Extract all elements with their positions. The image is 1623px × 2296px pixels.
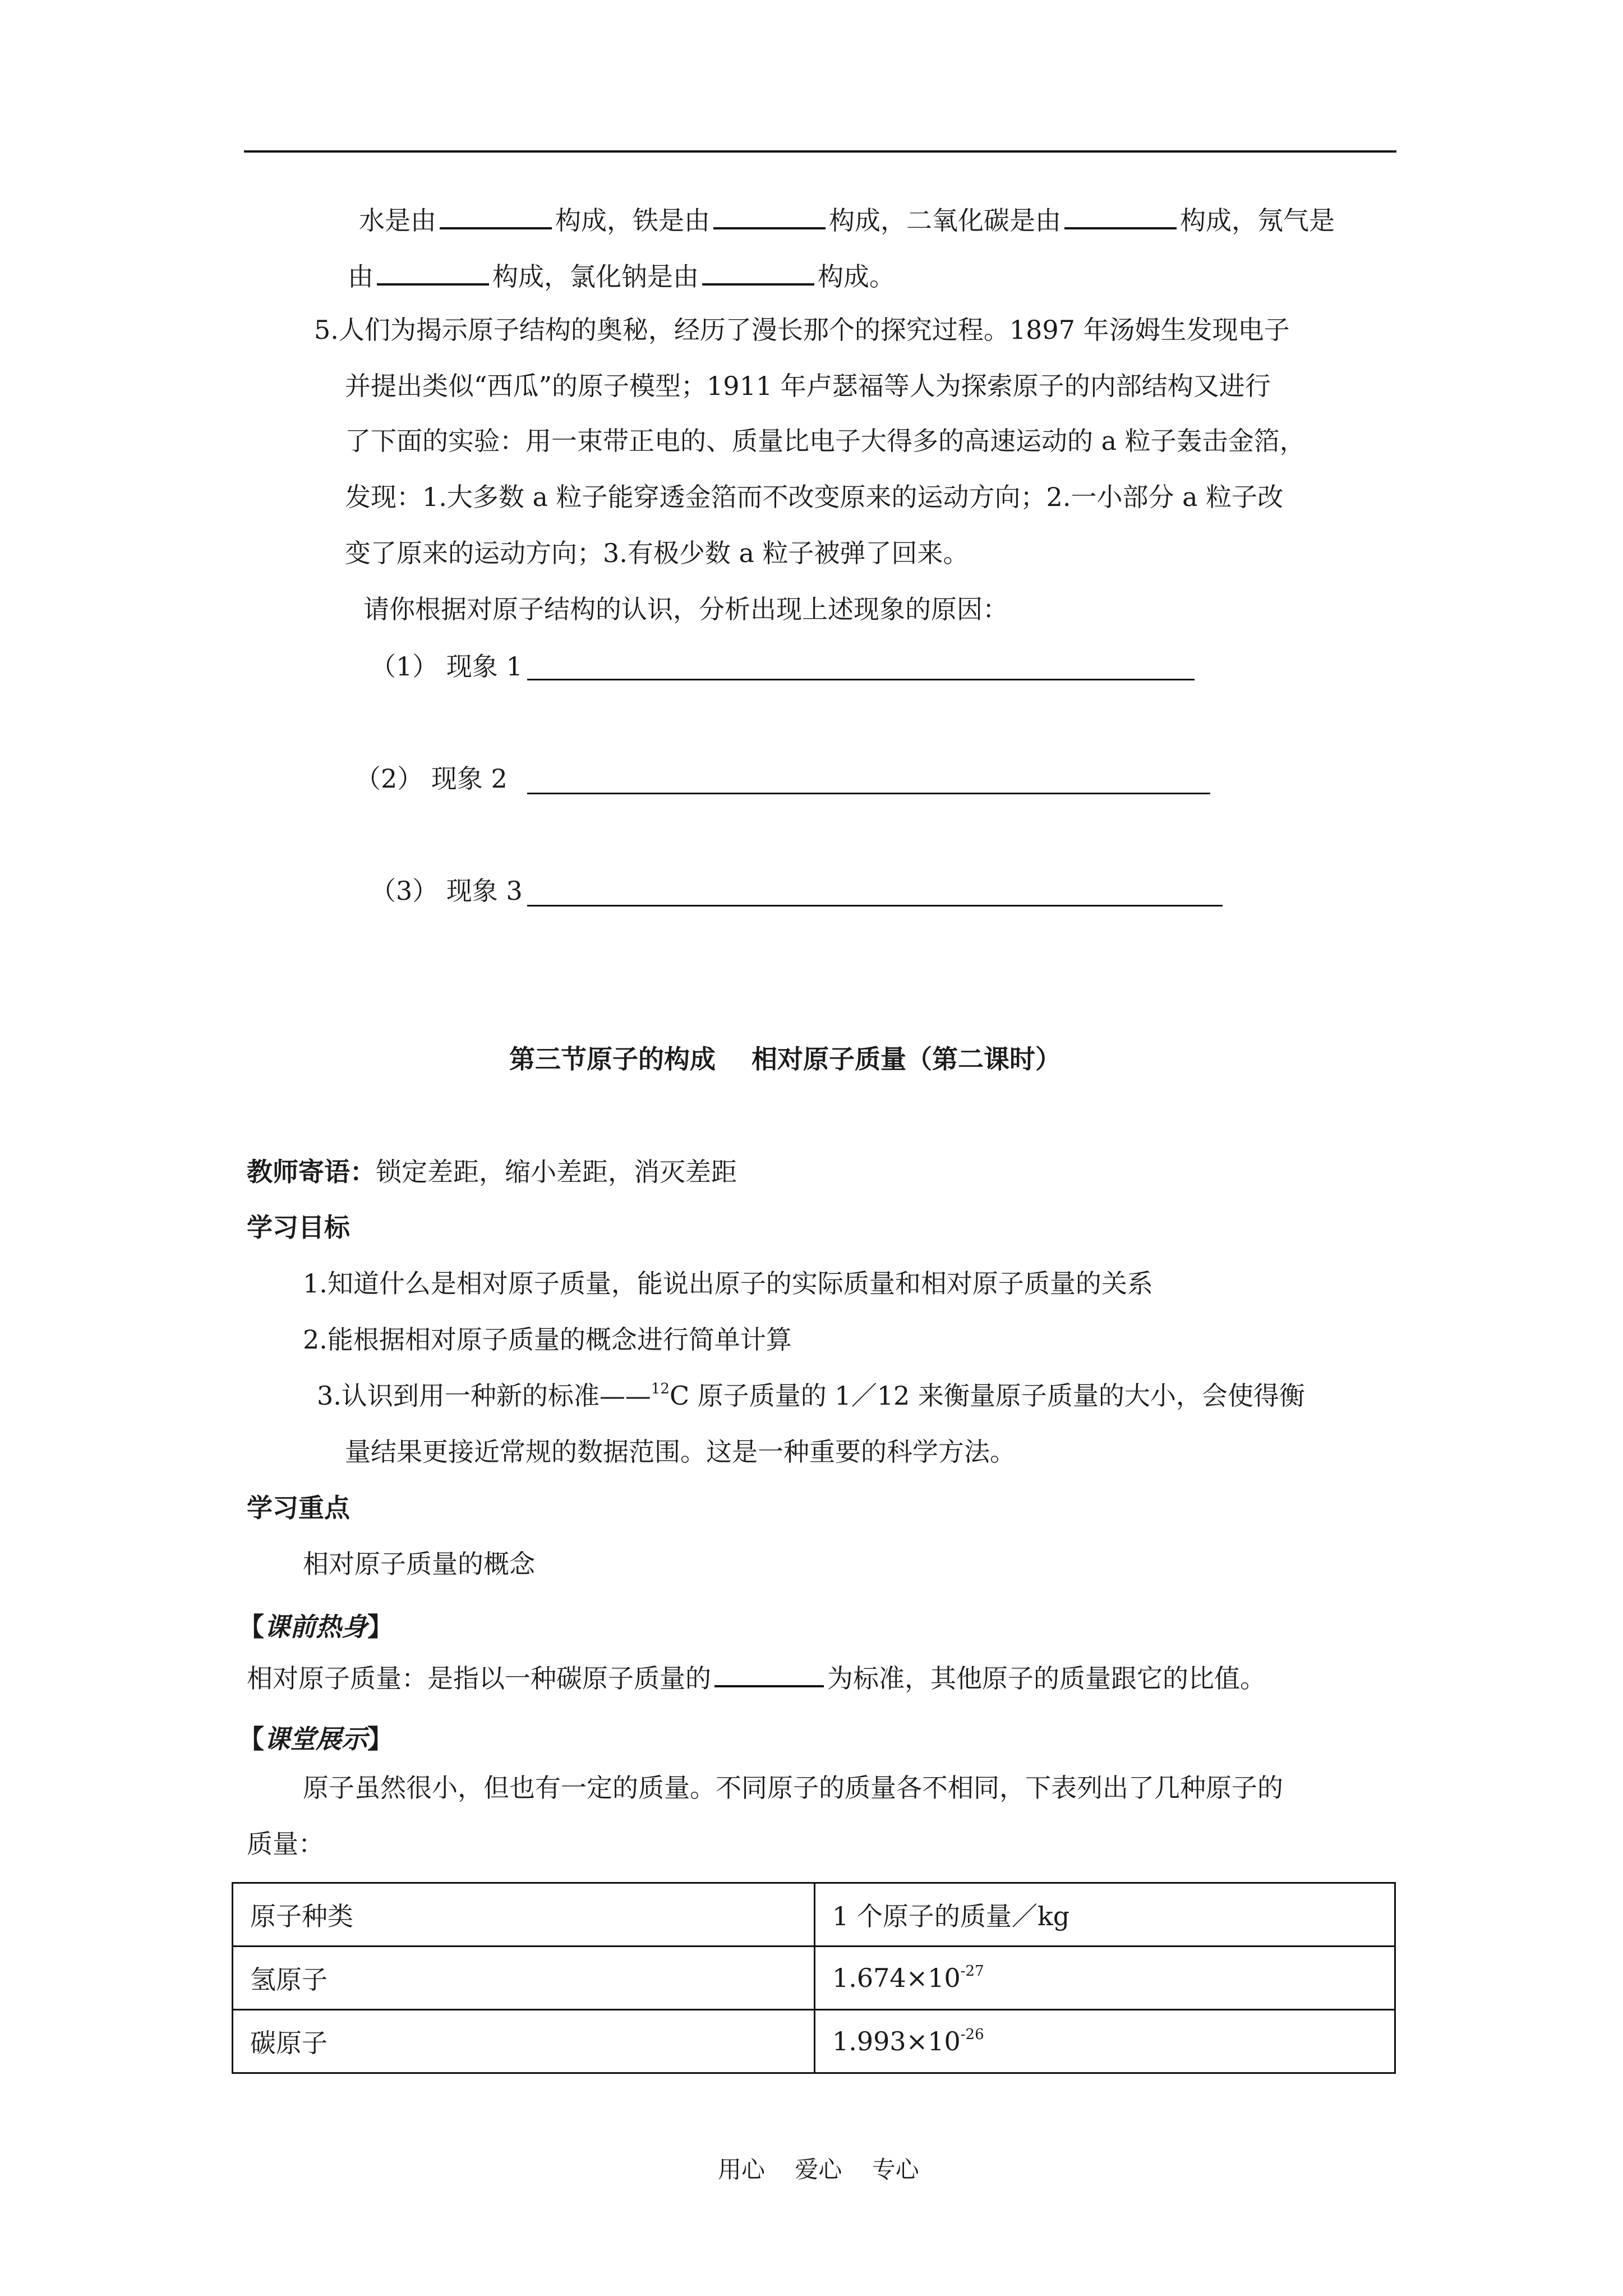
fill-line-2	[348, 261, 895, 292]
q5-line-3: 了下面的实验：用一束带正电的、质量比电子大得多的高速运动的 a 粒子轰击金箔，	[345, 426, 1306, 456]
answer-line-2[interactable]	[527, 793, 1210, 794]
mass-mantissa: 1.674×10	[832, 1963, 961, 1993]
q5-line-1: 5.人们为揭示原子结构的奥秘，经历了漫长那个的探究过程。1897 年汤姆生发现电子	[314, 315, 1290, 345]
goal-3-line-2: 量结果更接近常规的数据范围。这是一种重要的科学方法。	[345, 1437, 1016, 1467]
atom-name-cell: 氢原子	[233, 1947, 815, 2010]
bracket: 】	[367, 1724, 393, 1754]
fill-text: 构成，二氧化碳是由	[829, 205, 1061, 236]
bracket: 【	[238, 1612, 264, 1642]
fill-text: 构成。	[818, 261, 895, 292]
teacher-message-label: 教师寄语：	[247, 1157, 376, 1187]
answer-blank[interactable]	[440, 205, 552, 229]
fill-text: 水是由	[359, 205, 436, 236]
bracket: 】	[367, 1612, 393, 1642]
warmup-text-b: 为标准，其他原子的质量跟它的比值。	[827, 1663, 1266, 1694]
table-row	[233, 2010, 1395, 2073]
warmup-title: 课前热身	[264, 1612, 367, 1642]
focus-heading: 学习重点	[247, 1493, 350, 1523]
table-row	[233, 1947, 1395, 2010]
fill-line-1	[359, 205, 1335, 236]
mass-mantissa: 1.993×10	[832, 2026, 961, 2056]
q5-line-5: 变了原来的运动方向；3.有极少数 a 粒子被弹了回来。	[345, 538, 969, 568]
class-text-1: 原子虽然很小，但也有一定的质量。不同原子的质量各不相同，下表列出了几种原子的	[303, 1773, 1283, 1803]
answer-label-3: （3） 现象 3	[370, 876, 523, 906]
answer-blank[interactable]	[702, 261, 814, 286]
page-footer: 用心 爱心 专心	[718, 2156, 919, 2183]
goal-2: 2.能根据相对原子质量的概念进行简单计算	[303, 1324, 792, 1355]
focus-text: 相对原子质量的概念	[303, 1549, 535, 1579]
answer-line-1[interactable]	[527, 679, 1195, 680]
mass-exponent: -26	[960, 2026, 984, 2043]
answer-blank[interactable]	[1064, 205, 1177, 229]
warmup-text-a: 相对原子质量：是指以一种碳原子质量的	[247, 1663, 711, 1694]
table-header-row	[233, 1883, 1395, 1947]
warmup-text	[247, 1663, 1266, 1694]
goal-3-text: 3.认识到用一种新的标准——	[317, 1381, 651, 1411]
goal-1: 1.知道什么是相对原子质量，能说出原子的实际质量和相对原子质量的关系	[303, 1268, 1153, 1299]
fill-text: 由	[348, 261, 374, 292]
answer-label-2: （2） 现象 2	[355, 763, 508, 794]
class-text-2: 质量：	[247, 1829, 324, 1859]
warmup-heading	[238, 1607, 393, 1644]
fill-text: 构成，氖气是	[1180, 205, 1335, 236]
class-heading	[238, 1719, 393, 1756]
goals-heading: 学习目标	[247, 1212, 350, 1243]
class-title: 课堂展示	[264, 1724, 367, 1754]
atom-mass-table	[232, 1882, 1396, 2074]
atom-mass-cell	[815, 2010, 1395, 2073]
mass-exponent: -27	[960, 1962, 984, 1980]
table-header-cell: 1 个原子的质量／kg	[815, 1883, 1395, 1947]
fill-text: 构成，氯化钠是由	[492, 261, 699, 292]
q5-prompt: 请你根据对原子结构的认识，分析出现上述现象的原因：	[363, 594, 1008, 624]
atom-name-cell: 碳原子	[233, 2010, 815, 2073]
answer-blank[interactable]	[714, 1663, 824, 1687]
answer-blank[interactable]	[377, 261, 489, 286]
teacher-message	[247, 1159, 737, 1185]
header-rule	[244, 150, 1396, 153]
table-header-cell: 原子种类	[233, 1883, 815, 1947]
fill-text: 构成，铁是由	[555, 205, 710, 236]
answer-label-1: （1） 现象 1	[370, 651, 523, 682]
q5-line-2: 并提出类似“西瓜”的原子模型；1911 年卢瑟福等人为探索原子的内部结构又进行	[345, 371, 1271, 401]
q5-line-4: 发现：1.大多数 a 粒子能穿透金箔而不改变原来的运动方向；2.一小部分 a 粒子改	[345, 482, 1284, 512]
answer-line-3[interactable]	[527, 905, 1223, 907]
superscript: 12	[651, 1380, 670, 1397]
bracket: 【	[238, 1724, 264, 1754]
goal-3	[317, 1380, 1305, 1411]
teacher-message-text: 锁定差距，缩小差距，消灭差距	[376, 1157, 737, 1187]
atom-mass-cell	[815, 1947, 1395, 2010]
section-title: 第三节原子的构成 相对原子质量（第二课时）	[509, 1044, 1062, 1074]
answer-blank[interactable]	[713, 205, 826, 229]
goal-3-text: C 原子质量的 1／12 来衡量原子质量的大小，会使得衡	[669, 1381, 1305, 1411]
